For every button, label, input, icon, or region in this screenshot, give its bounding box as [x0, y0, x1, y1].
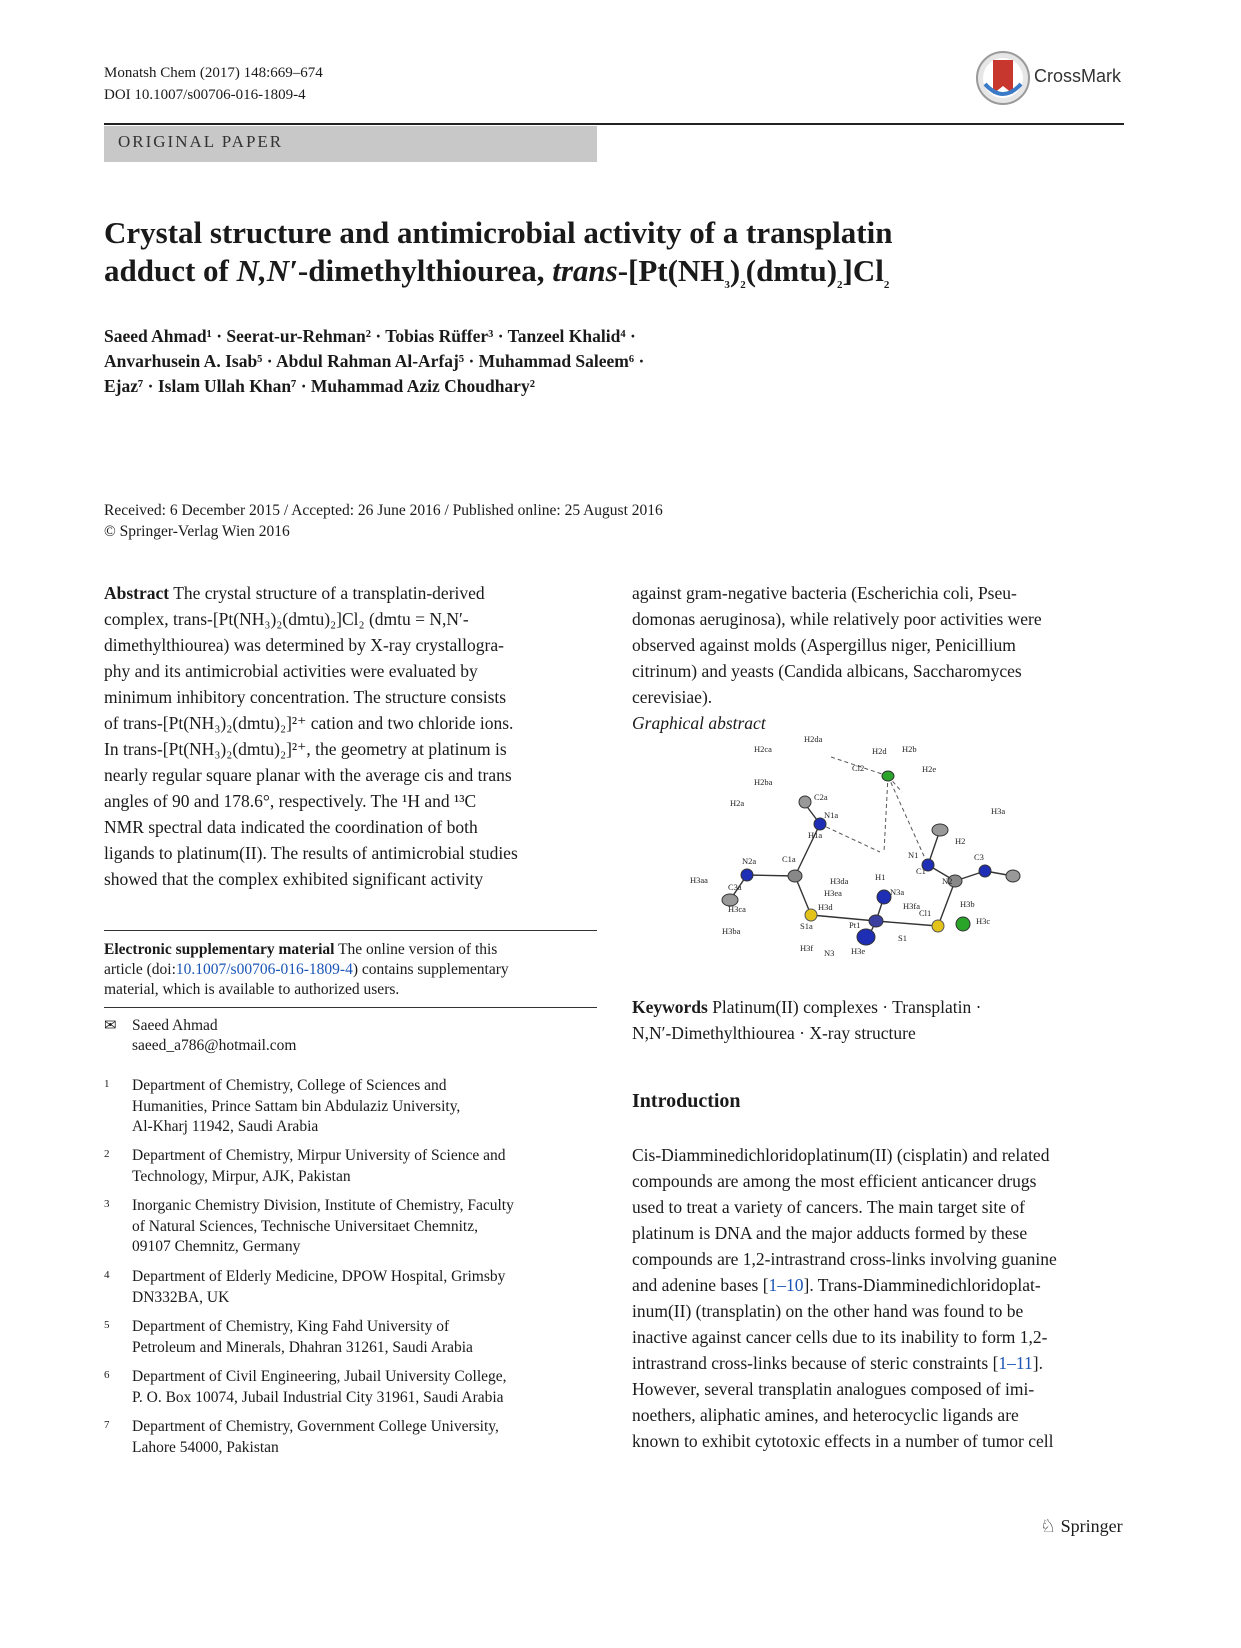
keywords	[632, 994, 1124, 1046]
graphical-abstract-label: Graphical abstract	[632, 713, 766, 733]
paper-title	[104, 214, 1104, 290]
atom-label: C2a	[814, 792, 828, 802]
atom-label: H3ba	[722, 926, 741, 936]
citation-link[interactable]: 1–10	[768, 1275, 804, 1295]
abstract-text: The crystal structure of a transplatin-derived	[173, 583, 485, 603]
section-banner-label: ORIGINAL PAPER	[118, 132, 284, 151]
supplementary-doi-link[interactable]: 10.1007/s00706-016-1809-4	[175, 961, 353, 978]
atom-label: H3fa	[903, 901, 920, 911]
atom-label: H3da	[830, 876, 849, 886]
footnote-rule	[104, 930, 597, 931]
author-line: Saeed Ahmad¹ · Seerat-ur-Rehman² · Tobias Rüffer³ · Tanzeel Khalid⁴ ·	[104, 326, 636, 346]
affiliation-line: of Natural Sciences, Technische Universitaet Chemnitz,	[132, 1217, 478, 1235]
affiliation-line: Department of Civil Engineering, Jubail University College,	[132, 1368, 507, 1385]
title-part: trans	[552, 253, 618, 288]
atom-label: N1	[908, 850, 919, 860]
abstract-line: NMR spectral data indicated the coordination of both	[104, 817, 478, 837]
atom-label: H2d	[872, 746, 887, 756]
abstract-line: phy and its antimicrobial activities were evaluated by	[104, 661, 478, 681]
author-list	[104, 324, 1104, 399]
atom-label: H3aa	[690, 875, 708, 885]
author-line: Anvarhusein A. Isab⁵ · Abdul Rahman Al-Arfaj⁵ · Muhammad Saleem⁶ ·	[104, 351, 645, 371]
atom-label: C1a	[782, 854, 796, 864]
atom-label: H1	[875, 872, 886, 882]
molecular-structure-figure	[690, 734, 1040, 958]
keywords-line: N,N′-Dimethylthiourea · X-ray structure	[632, 1023, 916, 1043]
title-line-2	[104, 252, 1104, 290]
atom-label: Cl2	[852, 763, 865, 773]
abstract-line: cerevisiae).	[632, 687, 713, 707]
supplementary-line	[104, 960, 597, 980]
abstract-line: nearly regular square planar with the average cis and trans	[104, 765, 512, 785]
affiliation-line: DN332BA, UK	[132, 1288, 230, 1306]
atom-label: H3f	[800, 943, 814, 953]
title-part: adduct of	[104, 253, 237, 288]
affiliation-line: Lahore 54000, Pakistan	[132, 1438, 279, 1456]
intro-line: compounds are 1,2-intrastrand cross-links involving guanine	[632, 1249, 1057, 1269]
affiliation-line: 09107 Chemnitz, Germany	[132, 1238, 301, 1255]
abstract-line: dimethylthiourea) was determined by X-ray crystallogra-	[104, 635, 504, 655]
affiliation-number: 4	[104, 1269, 110, 1281]
atom-label: Cl1	[919, 908, 932, 918]
atom-label: H2b	[902, 744, 917, 754]
supplementary-label: Electronic supplementary material	[104, 941, 335, 958]
atom-label: N1a	[824, 810, 839, 820]
atom-label: H3a	[991, 806, 1006, 816]
title-part: ]Cl	[842, 253, 884, 288]
affiliation-number: 2	[104, 1148, 110, 1160]
section-heading-introduction: Introduction	[632, 1090, 741, 1112]
abstract-continued	[632, 580, 1124, 736]
atom-label: H3b	[960, 899, 975, 909]
supplementary-line: material, which is available to authorized users.	[104, 981, 400, 998]
citation-link[interactable]: 1–11	[998, 1353, 1033, 1373]
intro-line	[632, 1272, 1124, 1298]
abstract-line: domonas aeruginosa), while relatively poor activities were	[632, 609, 1042, 629]
intro-text: ].	[1032, 1353, 1043, 1373]
intro-line: known to exhibit cytotoxic effects in a number of tumor cell	[632, 1431, 1054, 1451]
supplementary-text: ) contains supplementary	[352, 961, 509, 978]
atom-label: H3c	[976, 916, 991, 926]
atom-label: H2a	[730, 798, 745, 808]
doi-line: DOI 10.1007/s00706-016-1809-4	[104, 87, 306, 103]
publisher-logo	[1040, 1516, 1123, 1537]
dates-line: Received: 6 December 2015 / Accepted: 26 June 2016 / Published online: 25 August 2016	[104, 502, 663, 519]
supplementary-text: The online version of this	[338, 941, 498, 958]
correspondence-email[interactable]: saeed_a786@hotmail.com	[132, 1037, 297, 1054]
title-part: 2	[837, 279, 843, 292]
crossmark-label: CrossMark	[1034, 66, 1122, 86]
affiliation-line: Department of Chemistry, Government College University,	[132, 1418, 499, 1435]
intro-line: used to treat a variety of cancers. The main target site of	[632, 1197, 1025, 1217]
atom-label: H2ca	[754, 744, 772, 754]
atom-label: H3ca	[728, 904, 746, 914]
abstract-line: citrinum) and yeasts (Candida albicans, Saccharomyces	[632, 661, 1022, 681]
title-part: 2	[883, 279, 890, 292]
introduction-body	[632, 1142, 1124, 1454]
atom-label: N2	[942, 876, 953, 886]
affiliation-line: Department of Chemistry, College of Sciences and	[132, 1077, 447, 1094]
publication-dates	[104, 500, 1104, 542]
affiliation-number: 3	[104, 1198, 110, 1210]
abstract-line: showed that the complex exhibited significant activity	[104, 869, 484, 889]
footnote-rule	[104, 1007, 597, 1008]
atom-label: N3	[824, 948, 835, 958]
springer-horse-icon: ♘	[1040, 1516, 1057, 1536]
atom-label: H2da	[804, 734, 823, 744]
affiliation-number: 1	[104, 1078, 110, 1090]
title-part: 2	[740, 279, 746, 292]
keywords-line	[632, 994, 1124, 1020]
envelope-icon: ✉	[104, 1018, 117, 1034]
correspondence-name: Saeed Ahmad	[132, 1017, 218, 1034]
abstract-line: angles of 90 and 178.6°, respectively. The ¹H and ¹³C	[104, 791, 477, 811]
intro-line: inum(II) (transplatin) on the other hand was found to be	[632, 1301, 1024, 1321]
abstract-line: complex, trans-[Pt(NH₃)₂(dmtu)₂]Cl₂ (dmtu = N,N′-	[104, 609, 469, 629]
atom-label: H2ba	[754, 777, 773, 787]
atom-label: C3a	[728, 882, 742, 892]
affiliation-line: Department of Chemistry, King Fahd University of	[132, 1318, 450, 1335]
copyright-line: © Springer-Verlag Wien 2016	[104, 523, 290, 540]
intro-line: platinum is DNA and the major adducts formed by these	[632, 1223, 1028, 1243]
abstract	[104, 580, 597, 892]
title-part: )	[729, 253, 741, 288]
section-banner	[104, 126, 597, 162]
atom-label: C3	[974, 852, 984, 862]
atom-label: C1	[916, 866, 926, 876]
abstract-line: of trans-[Pt(NH₃)₂(dmtu)₂]²⁺ cation and two chloride ions.	[104, 713, 514, 733]
affiliation-line: Petroleum and Minerals, Dhahran 31261, Saudi Arabia	[132, 1338, 473, 1356]
abstract-label: Abstract	[104, 583, 170, 603]
abstract-line: ligands to platinum(II). The results of antimicrobial studies	[104, 843, 518, 863]
title-part: -dimethylthiourea,	[297, 253, 553, 288]
journal-citation: Monatsh Chem (2017) 148:669–674	[104, 65, 323, 81]
supplementary-text: article (doi:	[104, 961, 176, 978]
affiliation-line: Technology, Mirpur, AJK, Pakistan	[132, 1167, 351, 1185]
publisher-name: Springer	[1060, 1516, 1123, 1536]
intro-text: intrastrand cross-links because of steric constraints [	[632, 1353, 999, 1373]
abstract-line: against gram-negative bacteria (Escherichia coli, Pseu-	[632, 583, 1017, 603]
title-part: -[Pt(NH	[617, 253, 725, 288]
intro-line: compounds are among the most efficient anticancer drugs	[632, 1171, 1037, 1191]
atom-label: H1a	[808, 830, 823, 840]
atom-label: H2	[955, 836, 966, 846]
crossmark-icon	[975, 50, 1035, 106]
atom-label: N3a	[890, 887, 905, 897]
title-line-1: Crystal structure and antimicrobial activity of a transplatin	[104, 215, 893, 250]
affiliation-line: P. O. Box 10074, Jubail Industrial City 31961, Saudi Arabia	[132, 1388, 504, 1406]
atom-label: S1	[898, 933, 907, 943]
correspondence	[104, 1016, 597, 1056]
affiliation-number: 7	[104, 1419, 110, 1431]
affiliation-line: Inorganic Chemistry Division, Institute of Chemistry, Faculty	[132, 1197, 514, 1214]
atom-label: H3e	[851, 946, 866, 956]
abstract-line: minimum inhibitory concentration. The structure consists	[104, 687, 507, 707]
abstract-line: observed against molds (Aspergillus niger, Penicillium	[632, 635, 1016, 655]
affiliation-line: Department of Elderly Medicine, DPOW Hospital, Grimsby	[132, 1268, 506, 1285]
intro-text: and adenine bases [	[632, 1275, 769, 1295]
atom-label: Pt1	[849, 920, 861, 930]
title-part: (dmtu)	[745, 253, 838, 288]
supplementary-note	[104, 940, 597, 1000]
supplementary-line	[104, 940, 597, 960]
intro-line	[632, 1350, 1124, 1376]
intro-line: noethers, aliphatic amines, and heterocyclic ligands are	[632, 1405, 1019, 1425]
title-part: 3	[724, 279, 730, 292]
keywords-text: Platinum(II) complexes · Transplatin ·	[712, 997, 982, 1017]
affiliation-number: 6	[104, 1369, 110, 1381]
atom-label: H3ea	[824, 888, 842, 898]
intro-line: Cis-Diamminedichloridoplatinum(II) (cisplatin) and related	[632, 1145, 1050, 1165]
abstract-line: In trans-[Pt(NH₃)₂(dmtu)₂]²⁺, the geometry at platinum is	[104, 739, 507, 759]
title-part: N,N′	[236, 253, 298, 288]
intro-text: ]. Trans-Diamminedichloridoplat-	[803, 1275, 1041, 1295]
intro-line: However, several transplatin analogues composed of imi-	[632, 1379, 1035, 1399]
atom-label: S1a	[800, 921, 813, 931]
affiliation-line: Al-Kharj 11942, Saudi Arabia	[132, 1118, 319, 1135]
keywords-label: Keywords	[632, 997, 708, 1017]
header-rule	[104, 123, 1124, 125]
affiliation-line: Department of Chemistry, Mirpur University of Science and	[132, 1147, 506, 1164]
atom-label: N2a	[742, 856, 757, 866]
affiliation-line: Humanities, Prince Sattam bin Abdulaziz University,	[132, 1097, 461, 1115]
author-line: Ejaz⁷ · Islam Ullah Khan⁷ · Muhammad Aziz Choudhary²	[104, 376, 535, 396]
abstract-line	[104, 580, 597, 606]
intro-line: inactive against cancer cells due to its inability to form 1,2-	[632, 1327, 1048, 1347]
atom-label: H2e	[922, 764, 937, 774]
affiliation-number: 5	[104, 1319, 110, 1331]
atom-label: H3d	[818, 902, 833, 912]
